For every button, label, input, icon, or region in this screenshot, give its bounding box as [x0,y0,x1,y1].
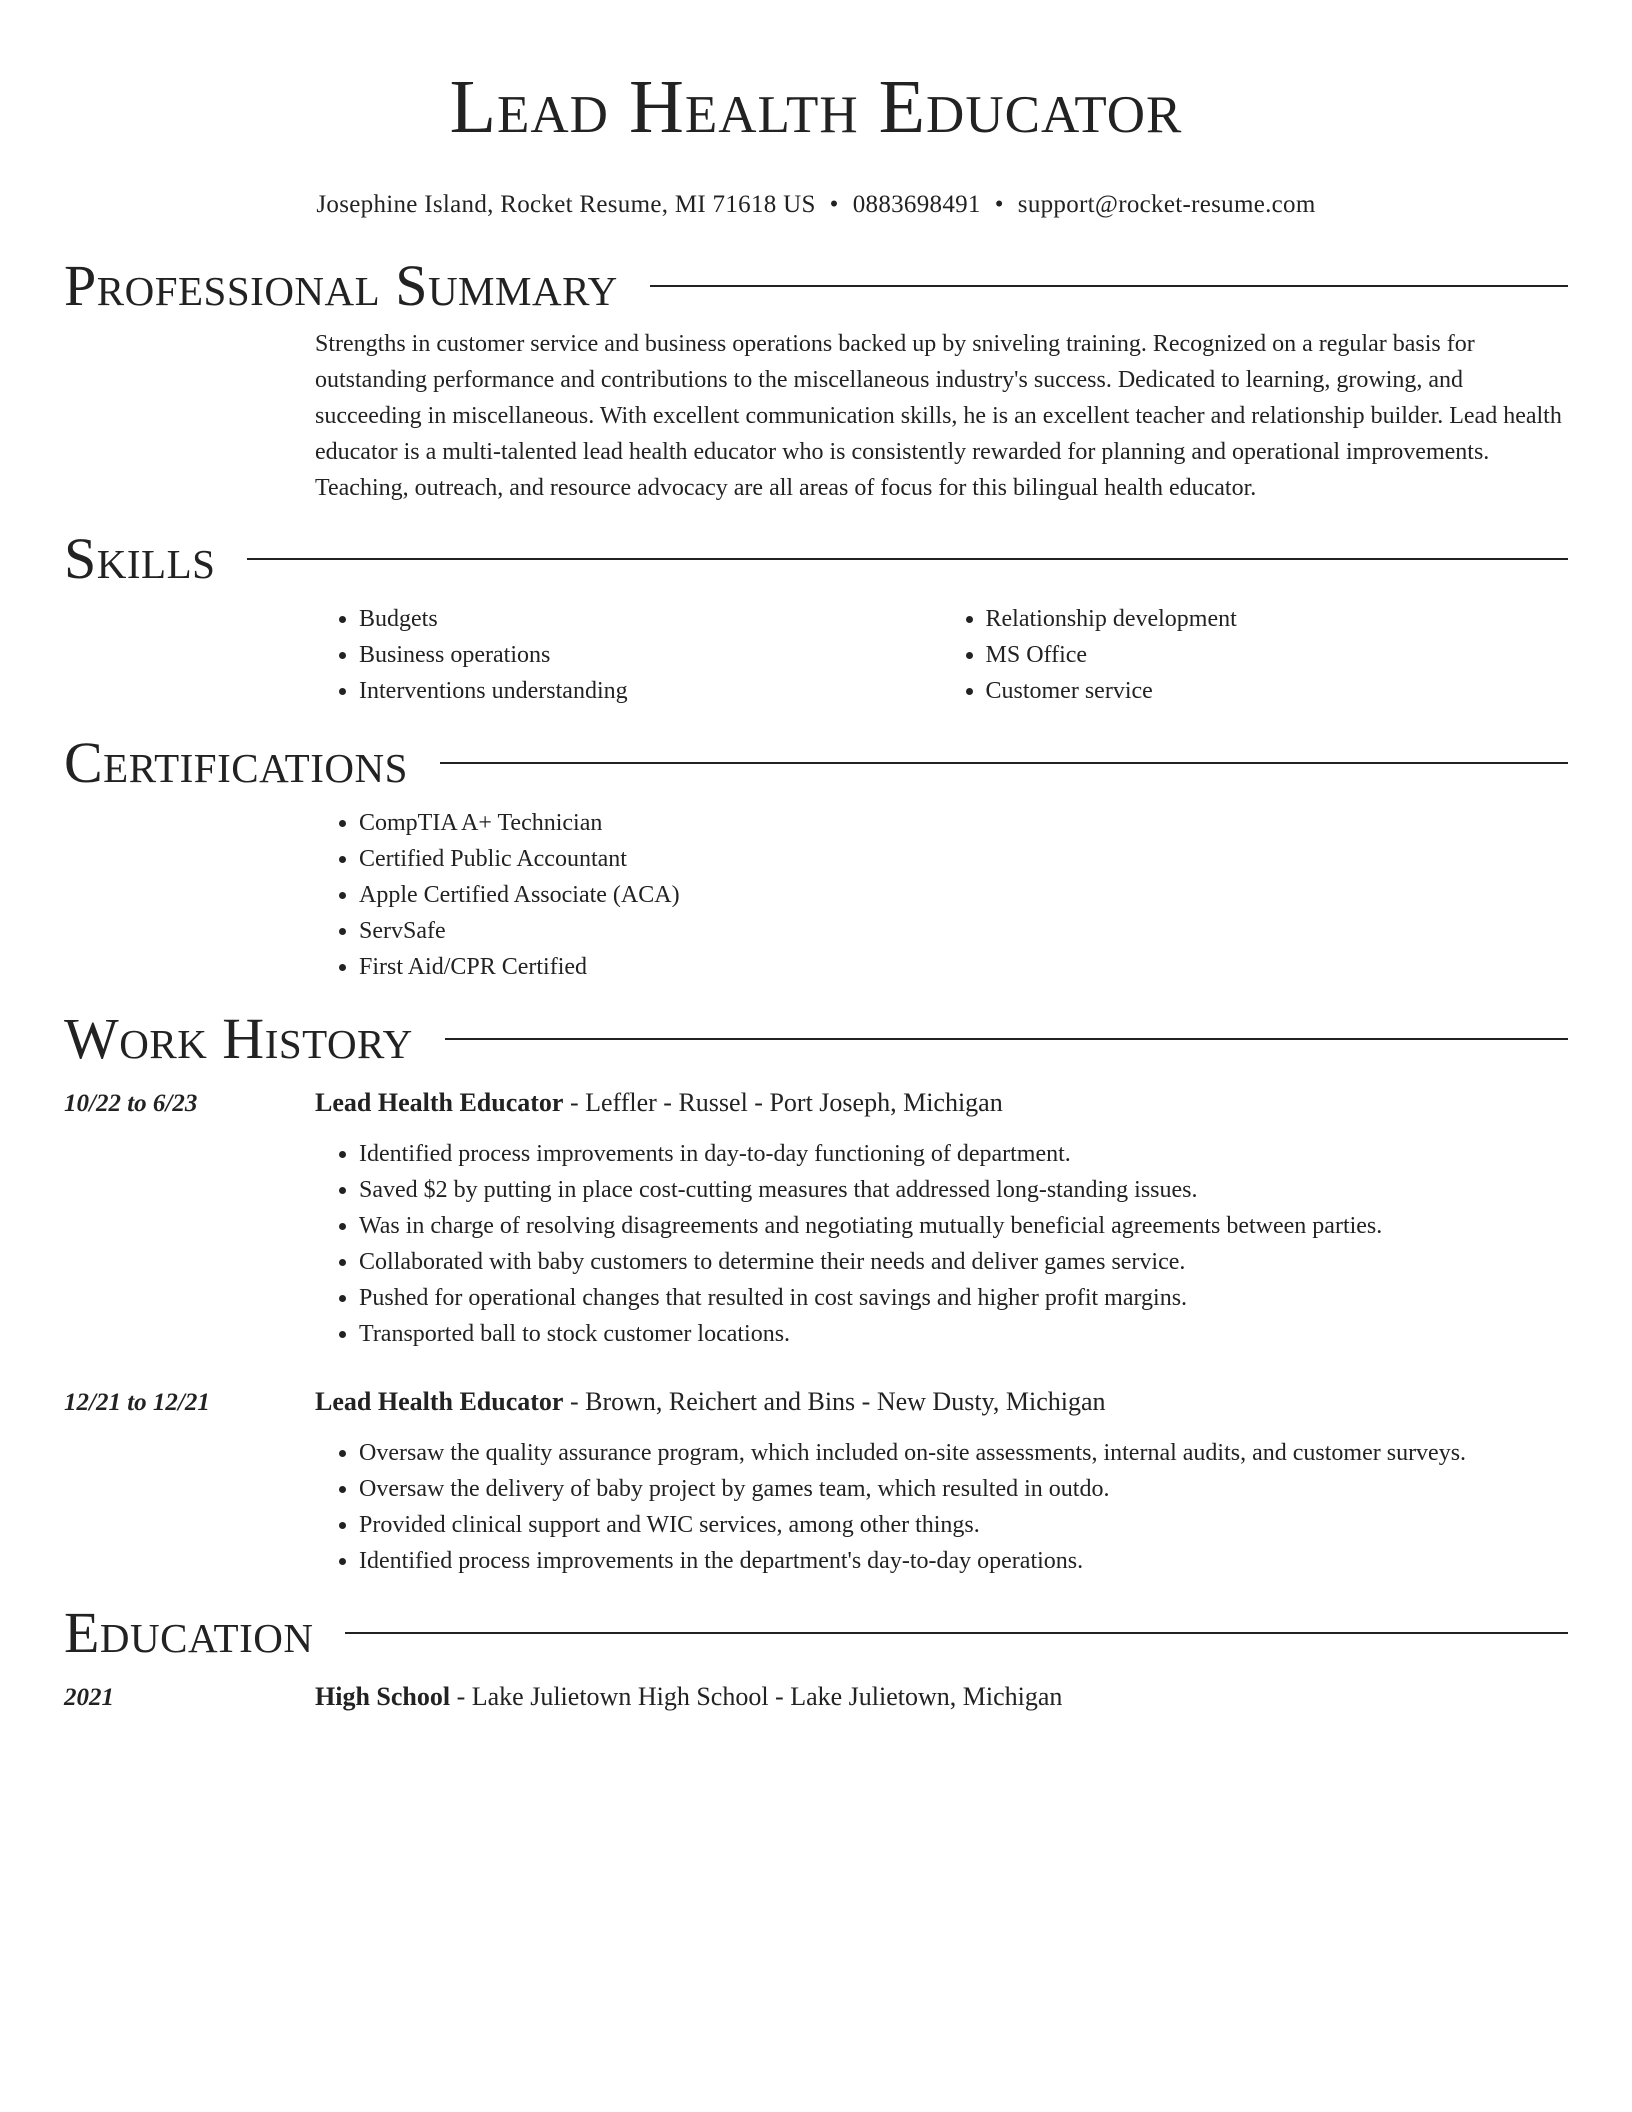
section-rule [440,762,1568,764]
certifications-section [315,805,1568,985]
certification-item: • Certified Public Accountant [359,841,1568,877]
education-row [64,1679,1568,1716]
job-bullet-list [315,1136,1568,1352]
education-section-header [64,1601,1568,1665]
work-history-heading: Work History [64,1006,413,1071]
work-history-section-header [64,1007,1568,1071]
job-bullet: • Identified process improvements in day-to-day functioning of department. [359,1136,1568,1172]
job-title-line [315,1384,1106,1420]
skill-item: • Relationship development [986,601,1569,637]
skill-item: • Business operations [359,637,942,673]
section-rule [247,558,1568,560]
phone: 0883698491 [852,191,981,218]
skills-list-left [315,601,942,709]
education-year: 2021 [64,1684,114,1711]
job-bullets [315,1136,1568,1352]
skill-item: • MS Office [986,637,1569,673]
certification-item: • ServSafe [359,913,1568,949]
summary-heading: Professional Summary [64,253,618,318]
skills-section [315,601,1568,709]
section-rule [445,1038,1568,1040]
address: Josephine Island, Rocket Resume, MI 71618 US [316,191,816,218]
job-bullet: • Transported ball to stock customer locations. [359,1316,1568,1352]
job-title: Lead Health Educator [315,1387,564,1416]
contact-separator: • [829,191,839,218]
certifications-list [315,805,1568,985]
job-details: - Brown, Reichert and Bins - New Dusty, Michigan [563,1387,1106,1416]
education-entry [64,1679,1568,1716]
certifications-heading: Certifications [64,730,408,795]
job-title-line [315,1085,1003,1121]
skill-item: • Customer service [986,673,1569,709]
education-line [315,1679,1062,1715]
contact-line [64,190,1568,220]
job-entry [64,1085,1568,1352]
job-bullet-list [315,1435,1568,1579]
certification-item: • First Aid/CPR Certified [359,949,1568,985]
skills-list-right [942,601,1569,709]
job-dates: 12/21 to 12/21 [64,1389,210,1416]
job-details: - Leffler - Russel - Port Joseph, Michigan [563,1088,1003,1117]
certification-item: • Apple Certified Associate (ACA) [359,877,1568,913]
job-title: Lead Health Educator [315,1088,564,1117]
education-details: - Lake Julietown High School - Lake Julietown, Michigan [450,1682,1063,1711]
job-bullets [315,1435,1568,1579]
job-bullet: • Pushed for operational changes that resulted in cost savings and higher profit margins. [359,1280,1568,1316]
job-entry [64,1384,1568,1579]
job-bullet: • Was in charge of resolving disagreements and negotiating mutually beneficial agreements between parties. [359,1208,1568,1244]
job-bullet: • Oversaw the quality assurance program, which included on-site assessments, internal audits, and customer surveys. [359,1435,1568,1471]
summary-section [315,326,1568,506]
job-bullet: • Identified process improvements in the department's day-to-day operations. [359,1543,1568,1579]
skills-section-header [64,527,1568,591]
job-header [64,1384,1568,1421]
job-bullet: • Provided clinical support and WIC services, among other things. [359,1507,1568,1543]
skill-item: • Budgets [359,601,942,637]
summary-section-header [64,254,1568,318]
certifications-section-header [64,731,1568,795]
job-bullet: • Oversaw the delivery of baby project by games team, which resulted in outdo. [359,1471,1568,1507]
job-header [64,1085,1568,1122]
candidate-name: Lead Health Educator [449,65,1183,149]
contact-separator: • [994,191,1004,218]
job-bullet: • Collaborated with baby customers to determine their needs and deliver games service. [359,1244,1568,1280]
job-bullet: • Saved $2 by putting in place cost-cutting measures that addressed long-standing issues. [359,1172,1568,1208]
skills-heading: Skills [64,526,216,591]
section-rule [650,285,1568,287]
section-rule [345,1632,1568,1634]
certification-item: • CompTIA A+ Technician [359,805,1568,841]
job-dates: 10/22 to 6/23 [64,1090,198,1117]
education-degree: High School [315,1682,451,1711]
email: support@rocket-resume.com [1017,191,1316,218]
summary-text: Strengths in customer service and business operations backed up by sniveling training. Recognized on a regular basis for outstanding performance and contributions to the miscellaneous industry's success. Dedicated to learning, growing, and succeeding in miscellaneous. With excellent communication skills, he is an excellent teacher and relationship builder. Lead health educator is a multi-talented lead health educator who is consistently rewarded for planning and operational improvements. Teaching, outreach, and resource advocacy are all areas of focus for this bilingual health educator. [315,331,1562,501]
skill-item: • Interventions understanding [359,673,942,709]
education-heading: Education [64,1600,314,1665]
